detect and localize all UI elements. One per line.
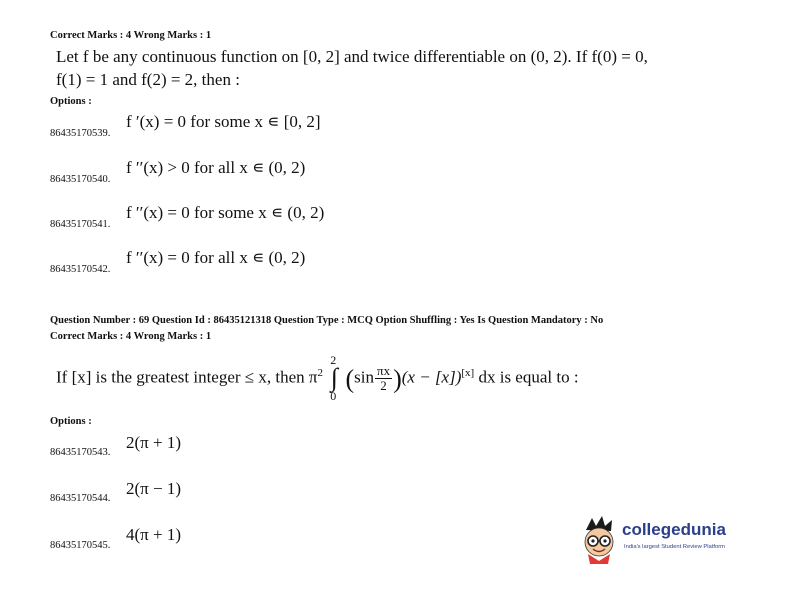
collegedunia-logo <box>578 514 748 570</box>
option-id: 86435170541. <box>50 219 111 230</box>
option-id: 86435170544. <box>50 493 111 504</box>
option-text[interactable]: f ′′(x) > 0 for all x ∊ (0, 2) <box>126 158 306 177</box>
q68-text-line1: Let f be any continuous function on [0, 2] and twice differentiable on (0, 2). If f(0) = 0, <box>56 47 648 66</box>
mascot-icon <box>578 514 622 564</box>
pi-exponent: 2 <box>317 367 323 379</box>
q69-question: If [x] is the greatest integer ≤ x, then $\pi^2$ 2 ∫ 0 (sin $\frac{\pi x}{2}$ )(x − [x])[x] dx is equal to : <box>56 362 579 393</box>
fraction <box>375 364 392 393</box>
upper-limit: 2 <box>330 353 337 368</box>
option-text[interactable]: 2(π − 1) <box>126 479 181 498</box>
q69-header: Question Number : 69 Question Id : 86435121318 Question Type : MCQ Option Shuffling : Yes Is Question Mandatory : No <box>50 315 604 326</box>
option-text[interactable]: f ′(x) = 0 for some x ∊ [0, 2] <box>126 112 321 131</box>
q68-options-label: Options : <box>50 96 92 107</box>
q69-text-suffix: dx is equal to : <box>474 367 579 387</box>
option-text[interactable]: f ′′(x) = 0 for all x ∊ (0, 2) <box>126 248 306 267</box>
q69-text-prefix: If [x] is the greatest integer ≤ x, then π <box>56 367 318 387</box>
option-id: 86435170539. <box>50 128 111 139</box>
option-text[interactable]: 4(π + 1) <box>126 525 181 544</box>
q69-options-label: Options : <box>50 416 92 427</box>
power: [x] <box>461 367 475 379</box>
fraction-denominator: 2 <box>380 378 387 394</box>
q68-marks: Correct Marks : 4 Wrong Marks : 1 <box>50 30 212 41</box>
integral-sign: 2 ∫ 0 <box>327 365 341 392</box>
option-id: 86435170545. <box>50 540 111 551</box>
option-id: 86435170540. <box>50 174 111 185</box>
brand-name: collegedunia <box>622 520 726 539</box>
lower-limit: 0 <box>330 389 337 404</box>
fraction-numerator: πx <box>377 363 391 379</box>
brand-tagline: India's largest Student Review Platform <box>624 544 725 550</box>
option-id: 86435170543. <box>50 447 111 458</box>
q68-text-line2: f(1) = 1 and f(2) = 2, then : <box>56 70 240 89</box>
option-text[interactable]: 2(π + 1) <box>126 433 181 452</box>
option-text[interactable]: f ′′(x) = 0 for some x ∊ (0, 2) <box>126 203 325 222</box>
mid-expression: (x − [x]) <box>401 367 462 387</box>
option-id: 86435170542. <box>50 264 111 275</box>
sin-label: sin <box>354 367 375 387</box>
q69-marks: Correct Marks : 4 Wrong Marks : 1 <box>50 331 212 342</box>
